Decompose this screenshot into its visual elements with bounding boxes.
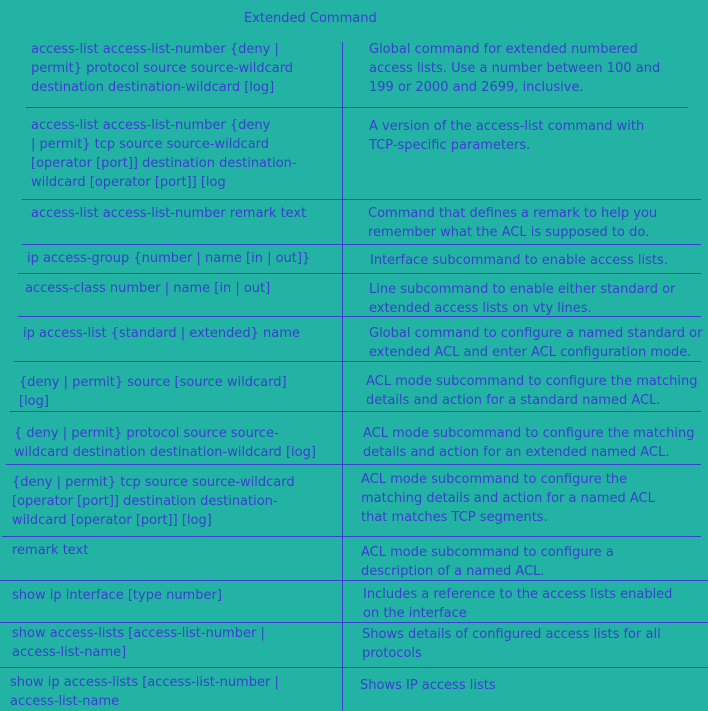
description-cell: Command that defines a remark to help you remember what the ACL is supposed to do. — [368, 206, 658, 240]
description-cell: ACL mode subcommand to configure the matching details and action for a standard named ACL. — [366, 374, 698, 408]
description-cell: ACL mode subcommand to configure the matching details and action for a named ACL that matches TCP segments. — [361, 472, 655, 525]
row-divider — [2, 536, 701, 537]
command-cell: ip access-list {standard | extended} name — [23, 326, 300, 341]
row-divider — [0, 580, 708, 581]
column-divider — [342, 42, 343, 711]
page-title: Extended Command — [244, 11, 377, 26]
row-divider — [26, 107, 688, 108]
row-divider — [10, 411, 701, 412]
command-cell: access-list access-list-number {deny | permit} tcp source source-wildcard [operator [port]] destination destination- wildcard [operator [port]] [log — [31, 118, 297, 190]
description-cell: Shows details of configured access lists for all protocols — [362, 627, 661, 661]
description-cell: A version of the access-list command with TCP-specific parameters. — [369, 119, 645, 153]
description-cell: Includes a reference to the access lists enabled on the interface — [363, 587, 673, 621]
row-divider — [6, 464, 701, 465]
description-cell: Interface subcommand to enable access lists. — [370, 253, 668, 268]
description-cell: Shows IP access lists — [360, 678, 496, 693]
description-cell: Line subcommand to enable either standard or extended access lists on vty lines. — [369, 282, 676, 316]
row-divider — [18, 273, 701, 274]
row-divider — [22, 244, 701, 245]
command-cell: ip access-group {number | name [in | out]} — [27, 251, 311, 266]
command-cell: {deny | permit} tcp source source-wildcard [operator [port]] destination destination- wildcard [operator [port]] [log] — [12, 475, 295, 528]
command-cell: access-list access-list-number {deny | permit} protocol source source-wildcard destination destination-wildcard [log] — [31, 42, 294, 95]
row-divider — [0, 622, 708, 623]
row-divider — [14, 361, 701, 362]
description-cell: ACL mode subcommand to configure the matching details and action for an extended named ACL. — [363, 426, 695, 460]
command-cell: show ip interface [type number] — [12, 588, 222, 603]
description-cell: Global command for extended numbered access lists. Use a number between 100 and 199 or 2000 and 2699, inclusive. — [369, 42, 661, 95]
row-divider — [22, 199, 701, 200]
command-cell: remark text — [12, 543, 89, 558]
command-cell: { deny | permit} protocol source source- wildcard destination destination-wildcard [log] — [14, 426, 316, 460]
row-divider — [18, 316, 701, 317]
command-cell: access-class number | name [in | out] — [25, 281, 271, 296]
row-divider — [0, 667, 708, 668]
command-cell: show ip access-lists [access-list-number | access-list-name — [10, 675, 279, 709]
command-cell: show access-lists [access-list-number | access-list-name] — [12, 626, 265, 660]
description-cell: Global command to configure a named standard or extended ACL and enter ACL configuration mode. — [369, 326, 703, 360]
description-cell: ACL mode subcommand to configure a description of a named ACL. — [361, 545, 614, 579]
command-cell: {deny | permit} source [source wildcard] [log] — [19, 375, 287, 409]
command-cell: access-list access-list-number remark text — [31, 206, 307, 221]
